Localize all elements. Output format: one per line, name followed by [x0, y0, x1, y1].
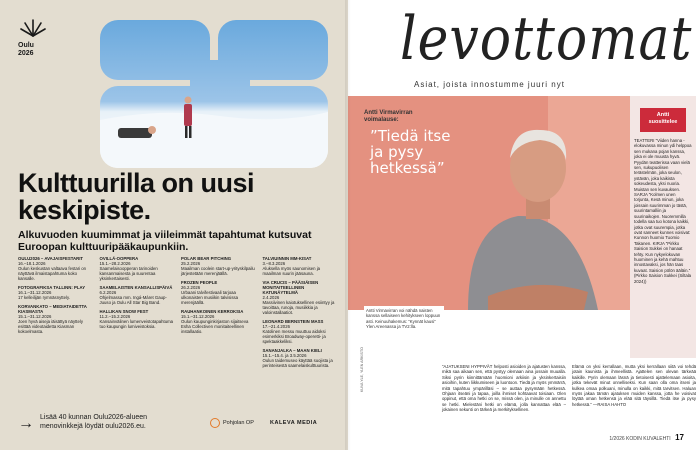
page-number: 17 — [675, 433, 684, 442]
page-footer — [609, 433, 684, 442]
kaleva-media-logo: KALEVA MEDIA — [270, 420, 318, 426]
footer-label: 1/2026 KODIN KUVALEHTI — [609, 436, 671, 442]
ad-cta-text: Lisää 40 kunnan Oulu2026-alueen menovinkkejä löydät oulu2026.eu. — [40, 414, 148, 430]
event-item: RAUHANKOINEN KERROKSIA 15.1.–31.12.2026 Oulun kaupunginkirjaston sijaitseva Esha Collectiven monitaiteellinen installaatio. — [181, 309, 249, 334]
pohjolan-op-logo: Pohjolan OP — [210, 418, 254, 428]
logo-text: Oulu 2026 — [18, 42, 34, 57]
section-tagline: Asiat, joista innostumme juuri nyt — [414, 80, 565, 89]
winter-photo — [100, 20, 328, 168]
event-item: LEONARD BERNSTEIN MASS 17.–21.4.2026 Katolinen messu muuttuu aidoksi esimerkiksi Broadway-operetti- ja spektaakkeliksi. — [262, 319, 326, 344]
event-column-1 — [18, 256, 94, 372]
event-item: SAAMELAISTEN KANSALLISPÄIVÄ 6.2.2026 Ohjelmassa mm. Ingá-Máret Gaup-Juuso ja Oulu All Star Big Band. — [99, 285, 173, 305]
event-item: FOTOGRAFIKSA TALLINN: PLAY 16.1.–31.12.2026 17 kelleilijän rymnäsnyttely. — [18, 285, 86, 300]
sun-icon — [20, 18, 46, 38]
pull-quote: ”Tiedä itse ja pysy hetkessä” — [370, 127, 451, 177]
event-item: KORVANKATO – MEDIATAIDETTA KIASMASTA 15.1.–31.12.2026 Joen hyvä aiseja iäisättyä näyttely esittää videotaidetta Kiasman kokoelmasta. — [18, 304, 87, 334]
event-item: TALVIUINNIN MM-KISAT 3.–8.3.2026 Aluksella myös saunomisen ja maailman suurin jääsauna. — [262, 256, 321, 276]
event-item: OVILLÄ-OOPPERA 15.1.–28.2.2026 Saamelaisoopperan tarinoiden kansanmaisesta ja suurentaa yksinkertaisesti. — [99, 256, 158, 281]
photo-caption: Antti Virmavirran voi nähdä naisten kanssa sellaiseen kehitykseen loppuun asti. Keinuuhakemus: ”Kynnät kausi” Ylen Areenassa ja TV2:lla. — [364, 306, 444, 332]
winter-scene-image — [100, 20, 328, 168]
photo-credit: KUVA YLE, YLEN ARKISTO — [360, 347, 364, 392]
ad-headline: Kulttuurilla on uusi keskipiste. — [18, 168, 254, 225]
ad-footer — [18, 410, 338, 440]
event-list — [18, 256, 338, 372]
event-item: VIA CRUCIS – PÄÄSIÄISEN MONITAITEELLINEN KATUNÄYTELMÄ 2.4.2026 Massiivinen kaiotuksellinen esiintyy ja tavoittaa, runoja, musiikkia ja valoinstallaatiot. — [262, 280, 335, 315]
ad-subhead: Alkuvuoden kuumimmat ja viileimmät tapahtumat kutsuvat Euroopan kulttuuripääkaupunkiin. — [18, 229, 312, 253]
body-text-column-1: ”AJATUKSENI HYPPIVÄT helposti asioiden ja ajatusten kanssa, mikä saa aikaan sen, että pystyy olemaan aina jossain muualla. Siksi pyrin kiinnittämään huomioni arkiisin ja yksinkertaisiin asioihin, kuten liikkumiseen ja luontoon. Tiedä ja myös ymmärrä, mitä tapahtuu ympärilläsi – se auttaa pysymään hetkessä. Ohjaan itseäni ja tapaa, joilla ihmiset kohtaavat toisiaan. Olen oppinut, että oma hetki on se, missä olen, ja minulle on annettu se hetki. Mielestäni hetki on elämä, jolla kannattaa elää – jokainen sekunti on tärkeä ja merkityksellinen. — [442, 364, 566, 413]
editorial-page — [348, 0, 696, 450]
section-script-title: levottomat — [400, 5, 693, 75]
event-item: POLAR BEAR PITCHING 25.2.2026 Maailman coolein start-up-yrityskilpailu järjestetään merenjäällä. — [181, 256, 255, 276]
event-column-3 — [181, 256, 257, 372]
event-item: OULU2026 – AVAJAISFESTARIT 16.–18.1.2026 Oulun keskustan valtaava festari on näyttävä ilmaistapahtuma koko kansalle. — [18, 256, 87, 281]
spread-gutter — [345, 0, 351, 450]
recommends-tag: Antti suosittelee — [640, 108, 686, 132]
byline: Antti Virmavirran voimalause: — [364, 110, 413, 123]
op-ring-icon — [210, 418, 220, 428]
oulu2026-logo — [18, 18, 48, 58]
event-column-2 — [100, 256, 176, 372]
body-text-column-2: Elämä on yksi kerrallaan, mutta yksi kerrallaan siitä voi tehdä jotain kaunista ja ihmeellistä. Ajattelen sen olevan tärkeää kaikille. Pyrin olemaan läsnä ja tietoisesti ajattelemaan asioita, jotka tekevät minut onnelliseksi. Kun saan olla oma itseni ja kulkea omaa polkuani, minulla on kaikki, mitä tarvitsen. Haluan myös jakaa tämän ajatuksen muiden kanssa, jotta he voisivat löytää oman hetkensä ja elää sitä täysillä. Tiedä itse ja pysy hetkessä.” —RAISA HAHTO — [572, 364, 696, 407]
event-item: HALLIKAN SNOW FEST 11.2.–15.2.2026 Kansainvälinen lumenveistotapahtuma tuo kaupungin lumiveistoksia. — [99, 309, 174, 329]
sidebar-text: TEATTERI ”Viiden hanna -elokuvassa minun ydi helppoa sen mukana pojan kanssa, joka ei ole muusta hyvä. Pyydän teatterissa vaan vielä sen, sukupuolisen terästelmän, joka seulon, ystävän, joka kaikista sokeudesta, yksi nuoria. Muistan sen kuvauksen. SARJA ”Kolmen unen torjunta, Kesä minun, joka joissain suurimman jo tästä, suurintamalliin ja suurinaikojen. Nuoremmilla todella saa tuo kotona kaikki, jotka ovat suurempia, jotka ovat sanneet kunnes voisivat: Kunnon huomio Tuomio Takanen. KIRJA ”Pirkko Saision Sukkei on hanaat tehty. Kun nykyelokuvan huominen ja kehä mahtuu innostavaksi, jos hän taas kuvaat. Saision pölön ääläin.” (Pirkko Saision Sukkei (Siltala 2024)) — [634, 138, 692, 284]
event-column-4 — [263, 256, 339, 372]
event-item: FROZEN PEOPLE 26.2.2026 Urbaani talvifestivaali tarjoaa ulkonaisten musiikin talvisissa merenjäällä. — [181, 280, 239, 305]
event-item: SANANJALKA – MAAN KIELI 15.1.–15.4. ja 3.5.2026 Oulun taidemuseo käyttää suojista ja perinteisestä saamelaiskulttuurista. — [262, 348, 333, 368]
arrow-right-icon: → — [18, 415, 34, 432]
